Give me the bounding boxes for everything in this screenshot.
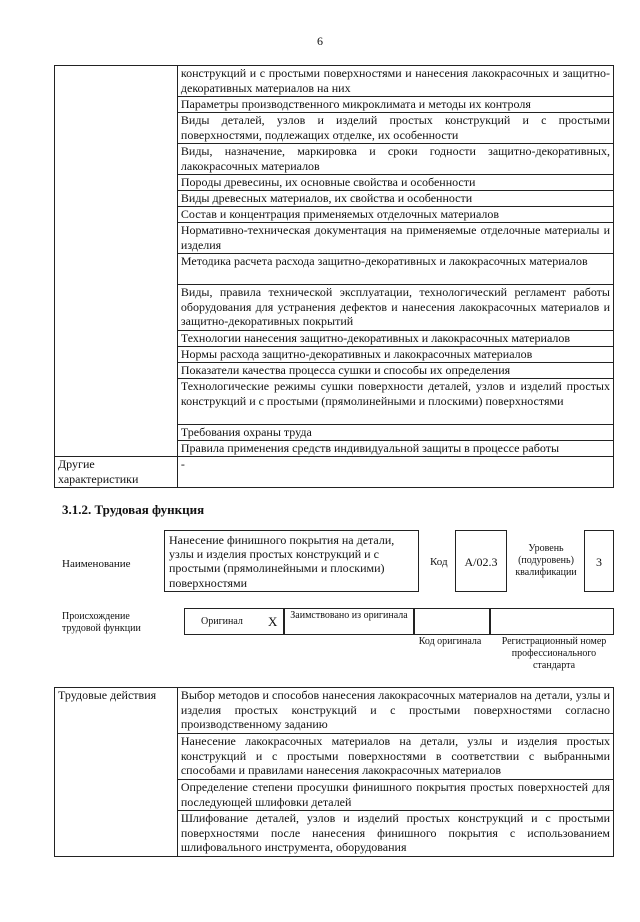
level-value: 3 xyxy=(596,555,602,569)
name-label: Наименование xyxy=(62,558,131,570)
action-row: Нанесение лакокрасочных материалов на детали, узлы и изделия простых конструкций и с простыми поверхностями в соответствии с выбранными способами и правилами нанесения лакокрасочных материалов xyxy=(177,734,613,780)
knowledge-row: Состав и концентрация применяемых отделочных материалов xyxy=(177,207,613,223)
knowledge-row: Виды, назначение, маркировка и сроки годности защитно-декоративных, лакокрасочных материалов xyxy=(177,144,613,175)
knowledge-row: Правила применения средств индивидуальной защиты в процессе работы xyxy=(177,441,613,457)
knowledge-row: Нормы расхода защитно-декоративных и лакокрасочных материалов xyxy=(177,347,613,363)
action-row: Выбор методов и способов нанесения лакокрасочных материалов на детали, узлы и изделия простых конструкций и с простыми поверхностями согласно производственному заданию xyxy=(177,688,613,734)
knowledge-row: Технологии нанесения защитно-декоративных и лакокрасочных материалов xyxy=(177,331,613,347)
original-mark: X xyxy=(268,614,278,629)
other-characteristics-value: - xyxy=(177,457,613,488)
knowledge-table xyxy=(54,65,614,488)
knowledge-label-cell xyxy=(55,66,178,457)
reg-caption: Регистрационный номер профессионального стандарта xyxy=(501,636,607,671)
code-label: Код xyxy=(430,556,448,568)
knowledge-row: конструкций и с простыми поверхностями и нанесения лакокрасочных и защитно-декоративных материалов на них xyxy=(177,66,613,97)
code-box xyxy=(455,530,507,592)
knowledge-row: Параметры производственного микроклимата и методы их контроля xyxy=(177,97,613,113)
code-value: А/02.3 xyxy=(464,555,498,569)
function-name-box xyxy=(164,530,419,592)
page-number: 6 xyxy=(317,34,323,48)
level-box xyxy=(584,530,614,592)
function-name-value: Нанесение финишного покрытия на детали, узлы и изделия простых конструкций и с простыми (прямолинейными и плоскими) поверхностями xyxy=(169,533,395,590)
knowledge-row: Технологические режимы сушки поверхности деталей, узлов и изделий простых конструкций и с простыми (прямолинейными и плоскими) поверхностями xyxy=(177,379,613,425)
other-characteristics-label: Другие характеристики xyxy=(55,457,178,488)
knowledge-row: Методика расчета расхода защитно-декоративных и лакокрасочных материалов xyxy=(177,254,613,285)
origin-reg-box xyxy=(490,608,614,635)
knowledge-row: Показатели качества процесса сушки и способы их определения xyxy=(177,363,613,379)
knowledge-row: Виды деталей, узлов и изделий простых конструкций и с простыми поверхностями, подлежащих отделке, их особенности xyxy=(177,113,613,144)
knowledge-row: Виды, правила технической эксплуатации, технологический регламент работы оборудования для устранения дефектов и нанесения лакокрасочных материалов и защитно-декоративных покрытий xyxy=(177,285,613,331)
code-caption: Код оригинала xyxy=(418,636,482,647)
actions-table xyxy=(54,687,614,857)
knowledge-row: Нормативно-техническая документация на применяемые отделочные материалы и изделия xyxy=(177,223,613,254)
actions-label: Трудовые действия xyxy=(55,688,178,857)
action-row: Определение степени просушки финишного покрытия простых поверхностей для последующей шлифовки деталей xyxy=(177,780,613,811)
origin-borrowed-box xyxy=(284,608,414,635)
section-heading: 3.1.2. Трудовая функция xyxy=(62,502,205,517)
origin-label: Происхождение трудовой функции xyxy=(62,611,141,634)
knowledge-row: Породы древесины, их основные свойства и особенности xyxy=(177,175,613,191)
borrowed-label: Заимствовано из оригинала xyxy=(290,610,408,621)
origin-code-box xyxy=(414,608,490,635)
action-row: Шлифование деталей, узлов и изделий простых конструкций и с простыми поверхностями после нанесения финишного покрытия с использованием шлифовального инструмента, оборудования xyxy=(177,811,613,857)
knowledge-row: Требования охраны труда xyxy=(177,425,613,441)
origin-original-box xyxy=(184,608,284,635)
original-label: Оригинал xyxy=(201,616,243,627)
level-label: Уровень (подуровень) квалификации xyxy=(515,543,577,578)
knowledge-row: Виды древесных материалов, их свойства и особенности xyxy=(177,191,613,207)
